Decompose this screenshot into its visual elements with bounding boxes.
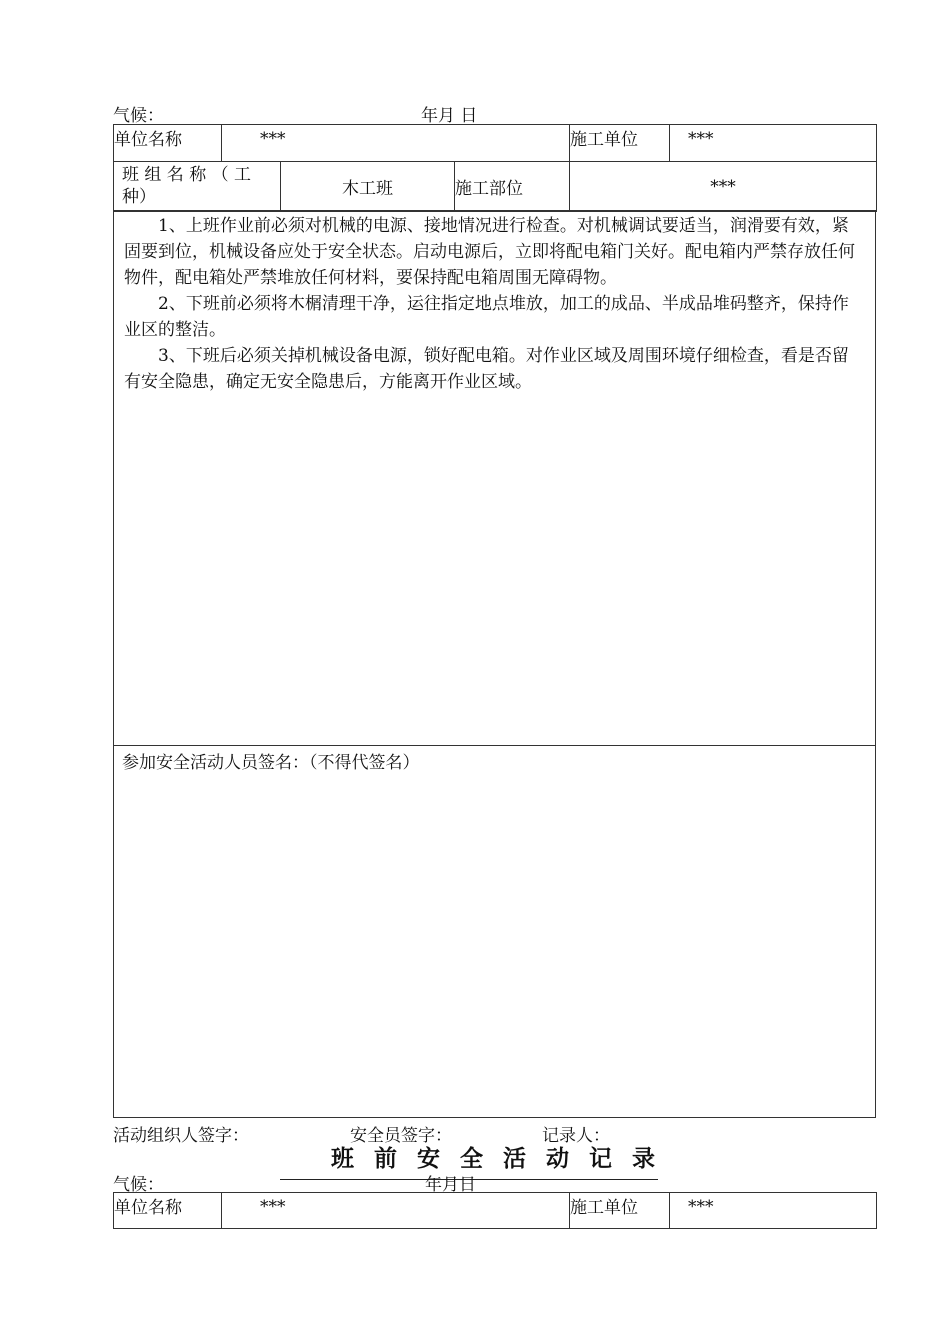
unit-name-label-cell bbox=[114, 125, 222, 162]
date-label: 年月 日 bbox=[421, 106, 478, 126]
unit-name-label: 单位名称 bbox=[114, 130, 182, 150]
page2-construction-unit-label-cell bbox=[570, 1193, 670, 1229]
team-label-cell bbox=[114, 162, 281, 212]
team-value-cell bbox=[281, 162, 455, 212]
safety-rule-3: 3、下班后必须关掉机械设备电源，锁好配电箱。对作业区域及周围环境仔细检查，看是否留有安全隐患，确定无安全隐患后，方能离开作业区域。 bbox=[124, 346, 849, 392]
safety-rule-2: 2、下班前必须将木榍清理干净，运往指定地点堆放，加工的成品、半成品堆码整齐，保持作业区的整洁。 bbox=[124, 294, 849, 340]
info-table bbox=[113, 124, 877, 212]
safety-rule-1: 1、上班作业前必须对机械的电源、接地情况进行检查。对机械调试要适当，润滑要有效，紧固要到位，机械设备应处于安全状态。启动电源后，立即将配电箱门关好。配电箱内严禁存放任何物件，配电箱处严禁堆放任何材料，要保持配电箱周围无障碍物。 bbox=[124, 216, 855, 288]
page2-unit-name-value-cell bbox=[222, 1193, 570, 1229]
page2-construction-unit-value-cell bbox=[670, 1193, 877, 1229]
page2-unit-name-value: *** bbox=[260, 1197, 286, 1217]
page2-date-label: 年月日 bbox=[425, 1175, 476, 1195]
page2-unit-name-label-cell bbox=[114, 1193, 222, 1229]
site-label-cell bbox=[455, 162, 570, 212]
construction-unit-label-cell bbox=[570, 125, 670, 162]
page2-construction-unit-value: *** bbox=[688, 1197, 714, 1217]
team-value: 木工班 bbox=[342, 179, 393, 199]
page2-weather-label: 气候： bbox=[113, 1175, 164, 1195]
safety-officer-label: 安全员签字： bbox=[350, 1126, 452, 1146]
site-value-cell bbox=[570, 162, 877, 212]
unit-name-value: *** bbox=[260, 129, 286, 149]
weather-label: 气候： bbox=[113, 106, 164, 126]
recorder-label: 记录人： bbox=[542, 1126, 610, 1146]
team-label-line2: 种） bbox=[122, 187, 156, 207]
page-title: 班 前 安 全 活 动 记 录 bbox=[331, 1145, 662, 1172]
team-label-line1: 班 组 名 称 （ 工 bbox=[122, 165, 252, 185]
unit-name-value-cell bbox=[222, 125, 570, 162]
safety-content-box bbox=[113, 210, 876, 746]
site-label: 施工部位 bbox=[455, 179, 523, 199]
page2-info-table bbox=[113, 1192, 877, 1229]
signature-label: 参加安全活动人员签名：（不得代签名） bbox=[122, 753, 420, 773]
page2-construction-unit-label: 施工单位 bbox=[570, 1198, 638, 1218]
construction-unit-label: 施工单位 bbox=[570, 130, 638, 150]
organizer-label: 活动组织人签字： bbox=[113, 1126, 249, 1146]
site-value: *** bbox=[710, 176, 736, 197]
page2-unit-name-label: 单位名称 bbox=[114, 1198, 182, 1218]
signature-box bbox=[113, 745, 876, 1118]
construction-unit-value-cell bbox=[670, 125, 877, 162]
construction-unit-value: *** bbox=[688, 129, 714, 149]
